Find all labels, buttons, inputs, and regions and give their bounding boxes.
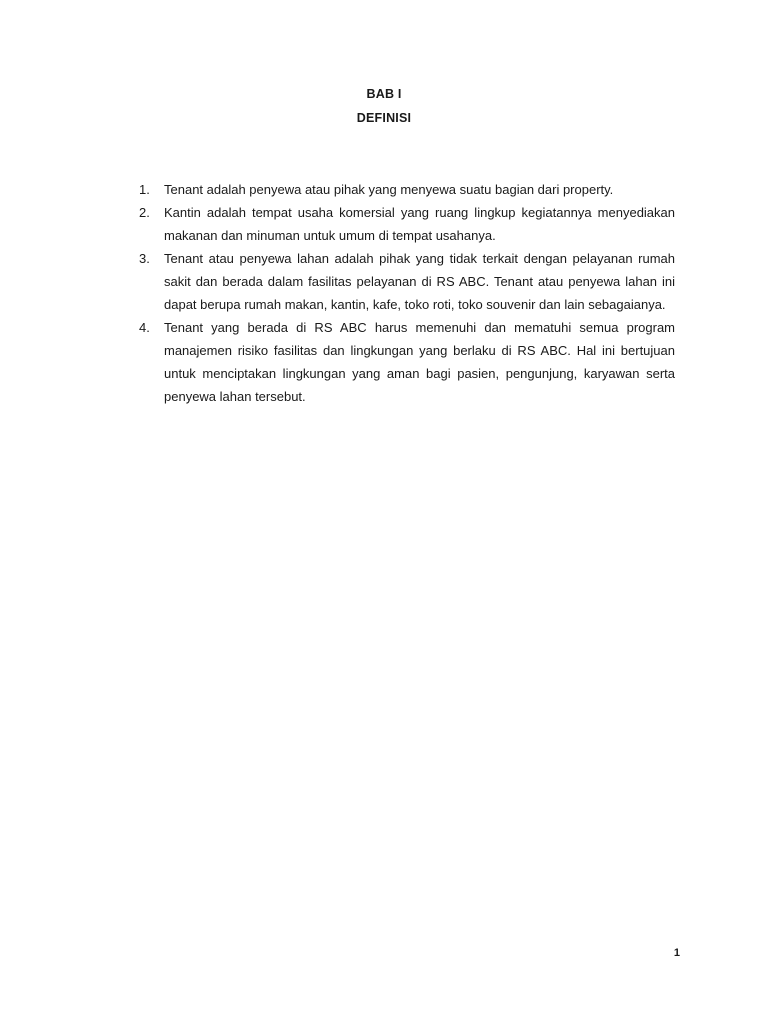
list-item-text: Tenant yang berada di RS ABC harus memenuhi dan mematuhi semua program manajemen risiko fasilitas dan lingkungan yang berlaku di RS ABC. Hal ini bertujuan untuk menciptakan lingkungan yang aman bagi pasien, pengunjung, karyawan serta penyewa lahan tersebut. bbox=[164, 320, 675, 404]
list-item bbox=[139, 178, 675, 201]
list-item bbox=[139, 201, 675, 247]
page-number: 1 bbox=[673, 947, 680, 959]
list-item-number: 2. bbox=[139, 205, 150, 220]
list-item-number: 1. bbox=[139, 182, 150, 197]
list-item-text: Tenant adalah penyewa atau pihak yang menyewa suatu bagian dari property. bbox=[164, 182, 614, 197]
list-item-text: Kantin adalah tempat usaha komersial yang ruang lingkup kegiatannya menyediakan makanan dan minuman untuk umum di tempat usahanya. bbox=[164, 205, 675, 243]
section-title: DEFINISI bbox=[356, 111, 412, 125]
list-item bbox=[139, 316, 675, 408]
list-item bbox=[139, 247, 675, 316]
list-item-text: Tenant atau penyewa lahan adalah pihak yang tidak terkait dengan pelayanan rumah sakit dan berada dalam fasilitas pelayanan di RS ABC. Tenant atau penyewa lahan ini dapat berupa rumah makan, kantin, kafe, toko roti, toko souvenir dan lain sebagaianya. bbox=[164, 251, 675, 312]
list-item-number: 4. bbox=[139, 320, 150, 335]
definition-list bbox=[139, 178, 675, 408]
chapter-heading: BAB I bbox=[366, 87, 402, 101]
list-item-number: 3. bbox=[139, 251, 150, 266]
